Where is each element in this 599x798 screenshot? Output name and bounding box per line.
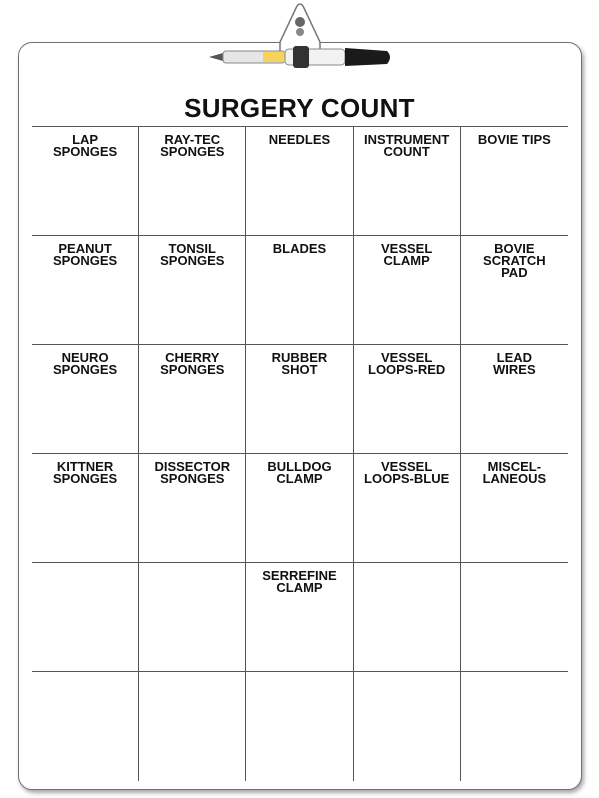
count-cell (139, 236, 246, 345)
count-cell (139, 454, 246, 563)
count-cell (246, 454, 353, 563)
count-cell (32, 345, 139, 454)
cell-label: SERREFINE CLAMP (262, 568, 337, 595)
cell-label: LAP SPONGES (52, 132, 118, 159)
cell-label: RUBBER SHOT (271, 350, 328, 377)
count-cell (354, 672, 461, 781)
count-cell (461, 236, 568, 345)
cell-label: NEURO SPONGES (52, 350, 118, 377)
count-cell (32, 127, 139, 236)
count-cell (461, 672, 568, 781)
cell-label: BOVIE TIPS (477, 132, 551, 147)
cell-label: BLADES (272, 241, 327, 256)
count-cell (246, 236, 353, 345)
count-cell (461, 127, 568, 236)
count-cell (246, 345, 353, 454)
count-cell (139, 563, 246, 672)
page-title: SURGERY COUNT (184, 93, 415, 123)
cell-label: PEANUT SPONGES (52, 241, 118, 268)
count-cell (461, 563, 568, 672)
cell-label: MISCEL- LANEOUS (482, 459, 547, 486)
count-cell (246, 672, 353, 781)
count-cell (354, 454, 461, 563)
count-cell (139, 672, 246, 781)
cell-label: INSTRUMENT COUNT (364, 132, 450, 159)
cell-label: CHERRY SPONGES (160, 350, 225, 377)
count-cell (139, 127, 246, 236)
count-cell (461, 454, 568, 563)
count-cell (32, 454, 139, 563)
count-cell (246, 563, 353, 672)
count-cell (354, 563, 461, 672)
cell-label: VESSEL CLAMP (381, 241, 433, 268)
count-cell (32, 236, 139, 345)
count-cell (354, 127, 461, 236)
count-cell (354, 345, 461, 454)
count-cell (139, 345, 246, 454)
count-grid (32, 126, 568, 781)
cell-label: NEEDLES (268, 132, 331, 147)
cell-label: TONSIL SPONGES (160, 241, 225, 268)
count-cell (32, 563, 139, 672)
count-cell (32, 672, 139, 781)
marker-pen-icon (207, 44, 393, 70)
count-cell (246, 127, 353, 236)
cell-label: VESSEL LOOPS-RED (368, 350, 446, 377)
cell-label: BOVIE SCRATCH PAD (483, 241, 546, 280)
cell-label: RAY-TEC SPONGES (160, 132, 225, 159)
count-cell (354, 236, 461, 345)
cell-label: DISSECTOR SPONGES (154, 459, 231, 486)
cell-label: BULLDOG CLAMP (267, 459, 332, 486)
cell-label: LEAD WIRES (493, 350, 536, 377)
cell-label: VESSEL LOOPS-BLUE (364, 459, 450, 486)
count-cell (461, 345, 568, 454)
cell-label: KITTNER SPONGES (52, 459, 118, 486)
